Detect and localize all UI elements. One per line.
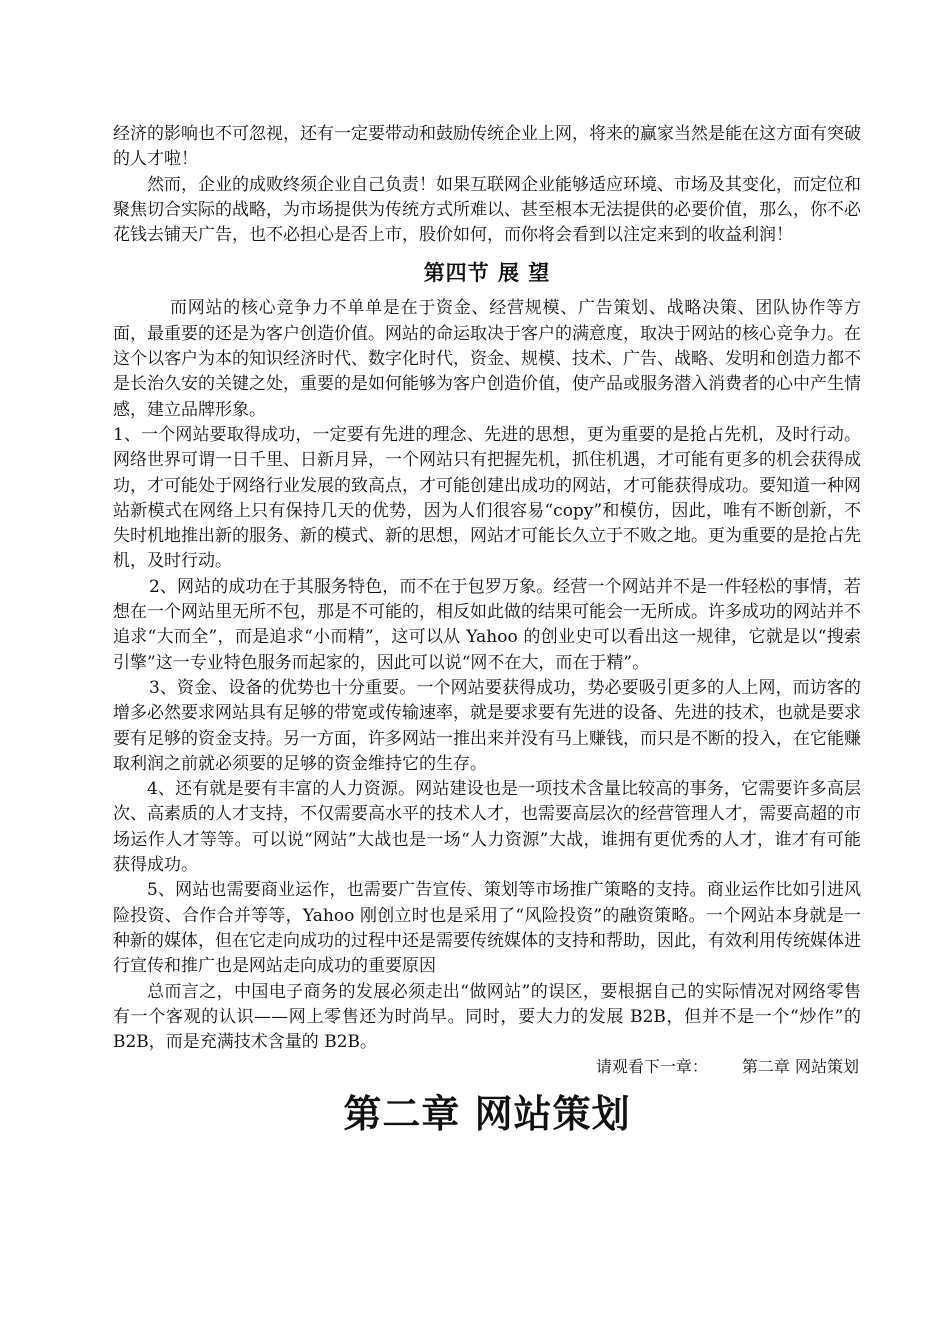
next-chapter-target[interactable]: 第二章 网站策划 [741, 1057, 859, 1077]
paragraph-point-3: 3、资金、设备的优势也十分重要。一个网站要获得成功，势必要吸引更多的人上网，而访客的增多必然要求网站具有足够的带宽或传输速率，就是要求要有先进的设备、先进的技术，也就是要求要有足够的资金支持。另一方面，许多网站一推出来并没有马上赚钱，而只是不断的投入，在它能赚取利润之前就必须要的足够的资金维持它的生存。 [113, 677, 861, 774]
paragraph-point-5: 5、网站也需要商业运作，也需要广告宣传、策划等市场推广策略的支持。商业运作比如引进风险投资、合作合并等等，Yahoo 刚创立时也是采用了“风险投资”的融资策略。一个网站本身就是一种新的媒体，但在它走向成功的过程中还是需要传统媒体的支持和帮助，因此，有效利用传统媒体进行宣传和推广也是网站走向成功的重要原因 [113, 880, 861, 977]
paragraph-enterprise-success: 然而，企业的成败终须企业自己负责！如果互联网企业能够适应环境、市场及其变化，而定位和聚焦切合实际的战略，为市场提供为传统方式所难以、甚至根本无法提供的必要价值，那么，你不必花钱去铺天广告，也不必担心是否上市，股价如何，而你将会看到以注定来到的收益利润！ [113, 174, 861, 246]
paragraph-point-4: 4、还有就是要有丰富的人力资源。网站建设也是一项技术含量比较高的事务，它需要许多高层次、高素质的人才支持，不仅需要高水平的技术人才，也需要高层次的经营管理人才，需要高超的市场运作人才等等。可以说“网站”大战也是一场“人力资源”大战，谁拥有更优秀的人才，谁才有可能获得成功。 [113, 779, 861, 876]
next-chapter-link[interactable] [113, 1055, 861, 1079]
chapter-title: 第二章 网站策划 [343, 1092, 631, 1137]
document-page [113, 122, 861, 1137]
paragraph-core-competitiveness: 而网站的核心竞争力不单单是在于资金、经营规模、广告策划、战略决策、团队协作等方面，最重要的还是为客户创造价值。网站的命运取决于客户的满意度，取决于网站的核心竞争力。在这个以客户为本的知识经济时代、数字化时代，资金、规模、技术、广告、战略、发明和创造力都不是长治久安的关键之处，重要的是如何能够为客户创造价值，使产品或服务潜入消费者的心中产生情感，建立品牌形象。 [113, 298, 861, 420]
section-title: 第四节 展 望 [423, 261, 551, 286]
paragraph-point-1: 1、一个网站要取得成功，一定要有先进的理念、先进的思想，更为重要的是抢占先机，及时行动。网络世界可谓一日千里、日新月异，一个网站只有把握先机，抓住机遇，才可能有更多的机会获得成功，才可能处于网络行业发展的致高点，才可能创建出成功的网站，才可能获得成功。要知道一种网站新模式在网络上只有保持几天的优势，因为人们很容易“copy”和模仿，因此，唯有不断创新，不失时机地推出新的服务、新的模式、新的思想，网站才可能长久立于不败之地。更为重要的是抢占先机，及时行动。 [113, 424, 861, 572]
paragraph-continued: 经济的影响也不可忽视，还有一定要带动和鼓励传统企业上网，将来的赢家当然是能在这方面有突破的人才啦！ [113, 124, 861, 170]
paragraph-point-2: 2、网站的成功在于其服务特色，而不在于包罗万象。经营一个网站并不是一件轻松的事情，若想在一个网站里无所不包，那是不可能的，相反如此做的结果可能会一无所成。许多成功的网站并不追求“大而全”，而是追求“小而精”，这可以从 Yahoo 的创业史可以看出这一规律，它就是以“搜索引擎”这一专业特色服务而起家的，因此可以说“网不在大，而在于精”。 [113, 576, 861, 673]
next-chapter-prompt: 请观看下一章： [595, 1057, 708, 1077]
paragraph-conclusion: 总而言之，中国电子商务的发展必须走出“做网站”的误区，要根据自己的实际情况对网络零售有一个客观的认识——网上零售还为时尚早。同时，要大力的发展 B2B，但并不是一个“炒作”的 B2B，而是充满技术含量的 B2B。 [113, 981, 861, 1053]
